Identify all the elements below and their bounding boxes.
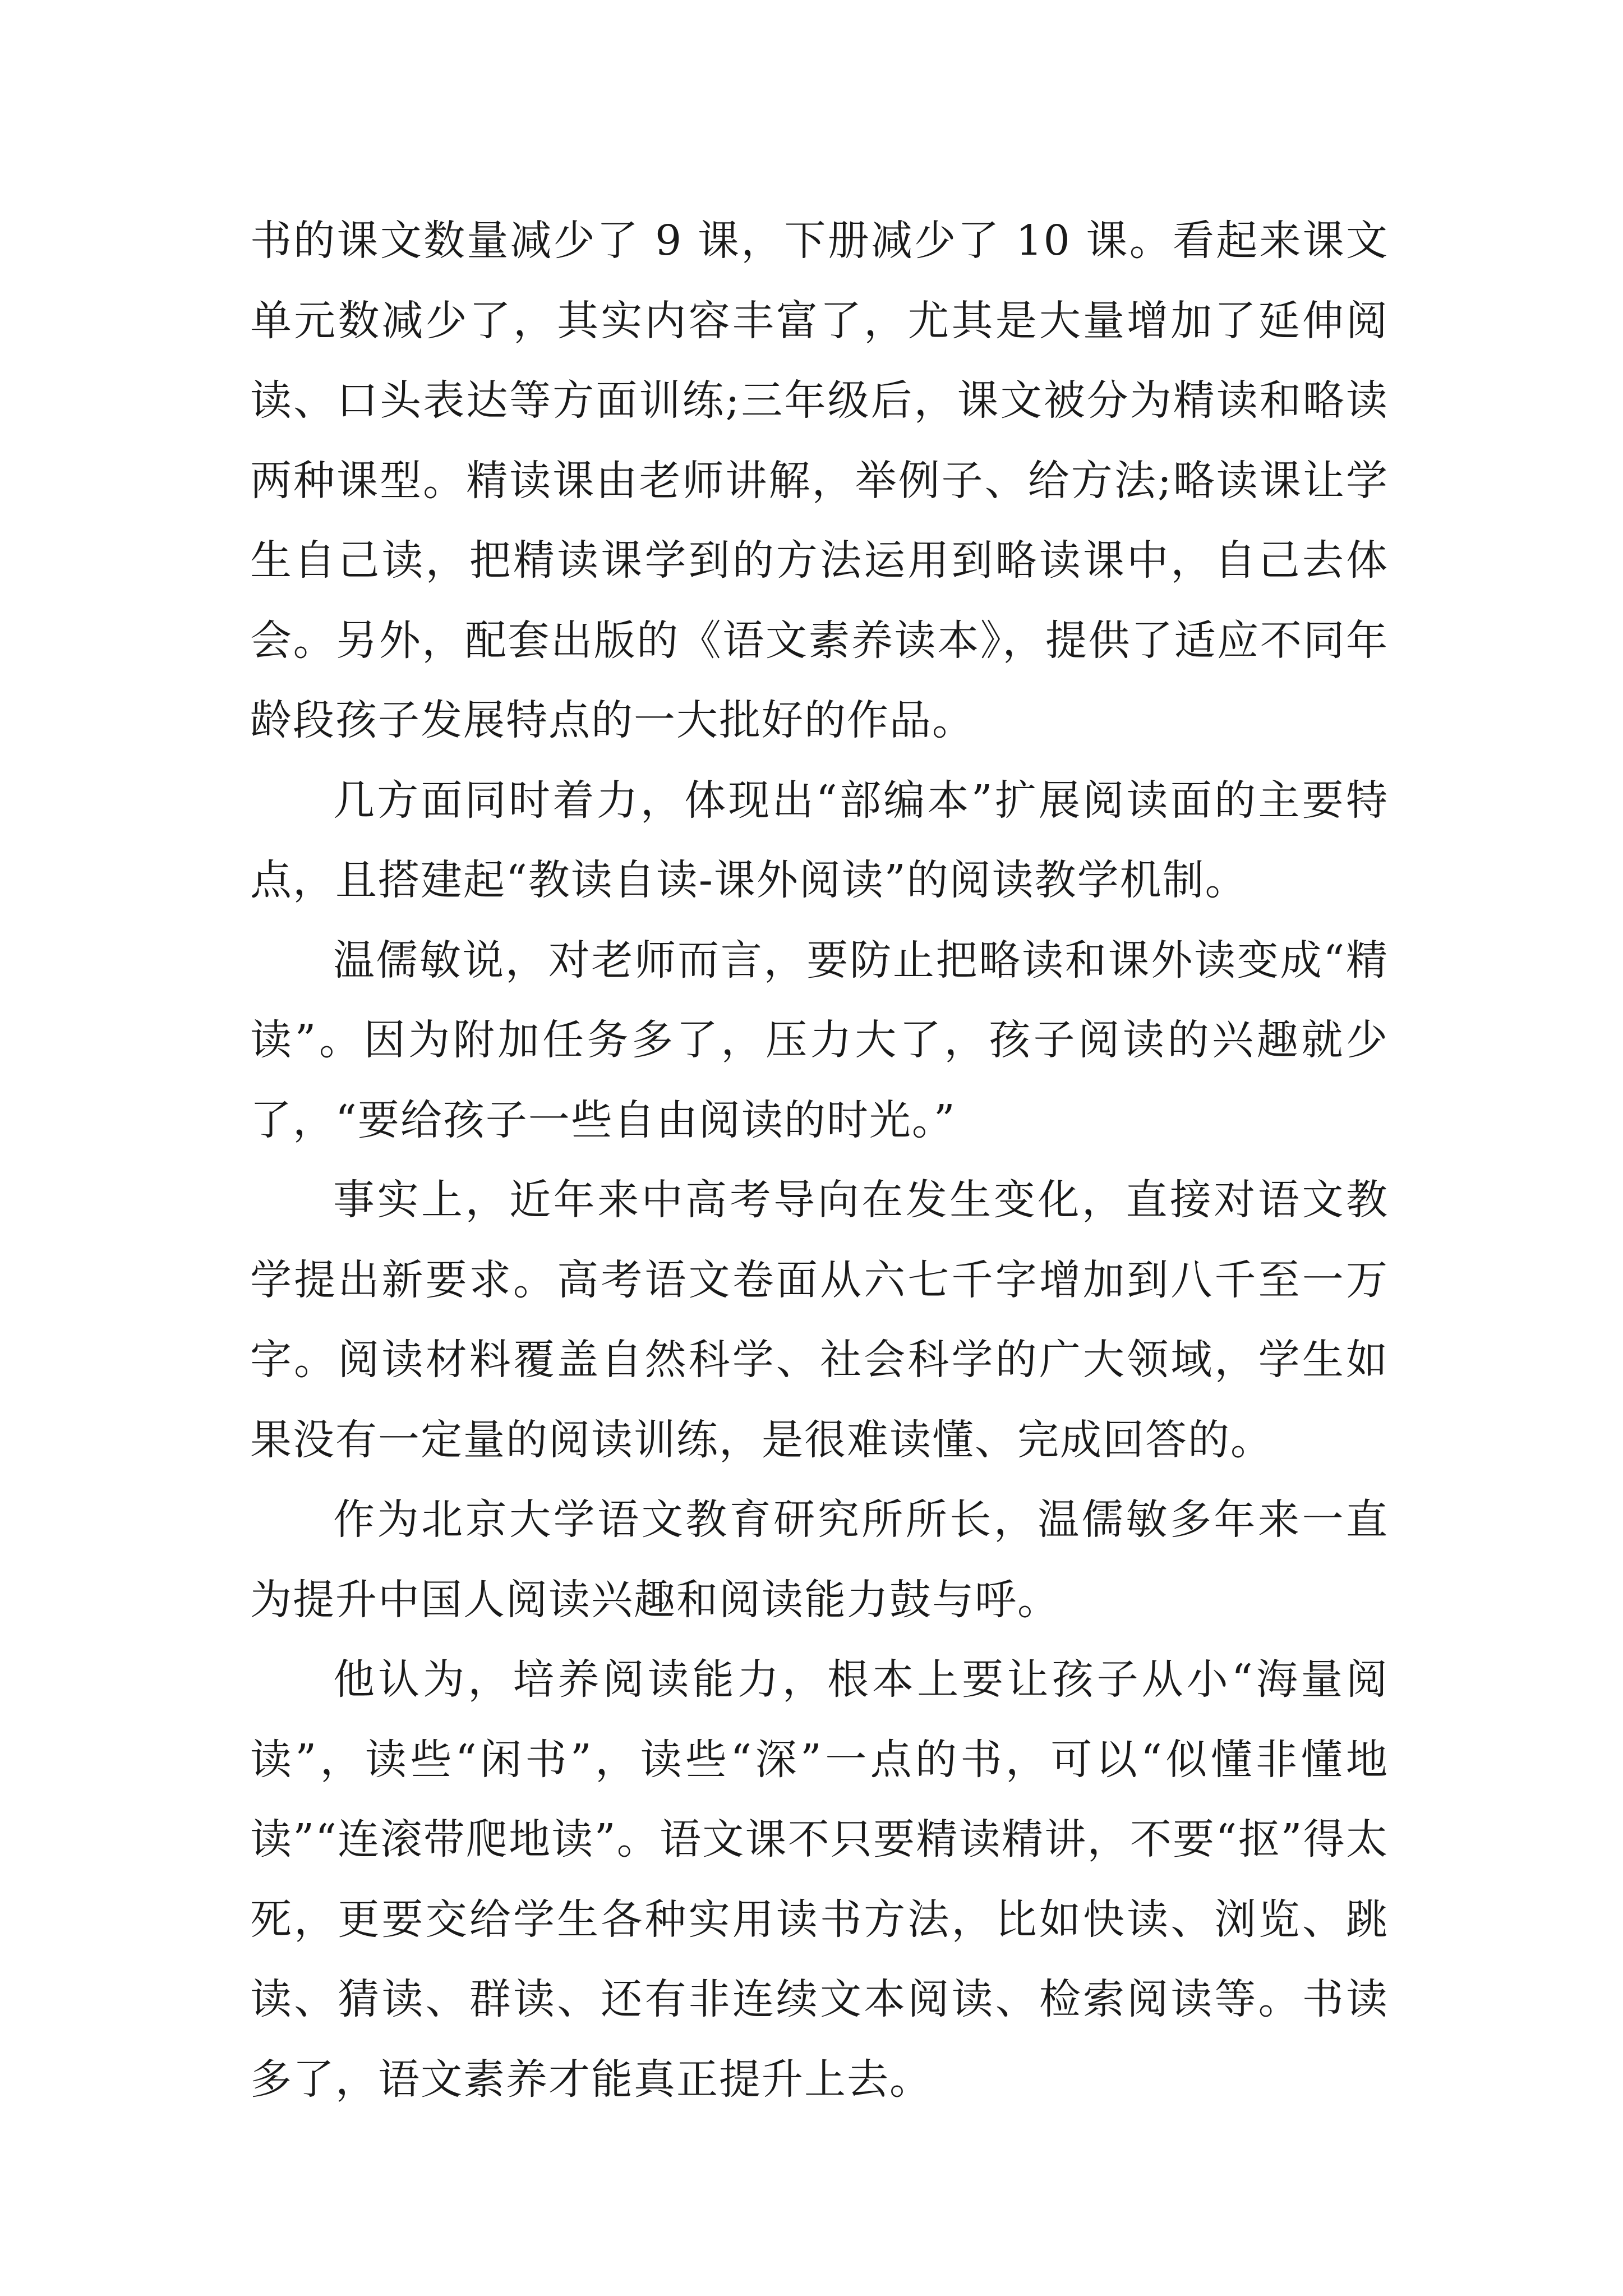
paragraph-2: 几方面同时着力，体现出“部编本”扩展阅读面的主要特点，且搭建起“教读自读-课外阅读”的阅读教学机制。	[250, 776, 1389, 904]
paragraph-5: 作为北京大学语文教育研究所所长，温儒敏多年来一直为提升中国人阅读兴趣和阅读能力鼓与呼。	[250, 1496, 1389, 1624]
paragraph-4: 事实上，近年来中高考导向在发生变化，直接对语文教学提出新要求。高考语文卷面从六七千字增加到八千至一万字。阅读材料覆盖自然科学、社会科学的广大领域，学生如果没有一定量的阅读训练，是很难读懂、完成回答的。	[250, 1176, 1389, 1464]
article-body	[250, 201, 1389, 2119]
paragraph-6: 他认为，培养阅读能力，根本上要让孩子从小“海量阅读”，读些“闲书”，读些“深”一点的书，可以“似懂非懂地读”“连滚带爬地读”。语文课不只要精读精讲，不要“抠”得太死，更要交给学生各种实用读书方法，比如快读、浏览、跳读、猜读、群读、还有非连续文本阅读、检索阅读等。书读多了，语文素养才能真正提升上去。	[250, 1655, 1389, 2104]
paragraph-1: 书的课文数量减少了 9 课，下册减少了 10 课。看起来课文单元数减少了，其实内容丰富了，尤其是大量增加了延伸阅读、口头表达等方面训练;三年级后，课文被分为精读和略读两种课型。精读课由老师讲解，举例子、给方法;略读课让学生自己读，把精读课学到的方法运用到略读课中，自己去体会。另外，配套出版的《语文素养读本》，提供了适应不同年龄段孩子发展特点的一大批好的作品。	[250, 217, 1389, 744]
paragraph-3: 温儒敏说，对老师而言，要防止把略读和课外读变成“精读”。因为附加任务多了，压力大了，孩子阅读的兴趣就少了，“要给孩子一些自由阅读的时光。”	[250, 936, 1389, 1144]
